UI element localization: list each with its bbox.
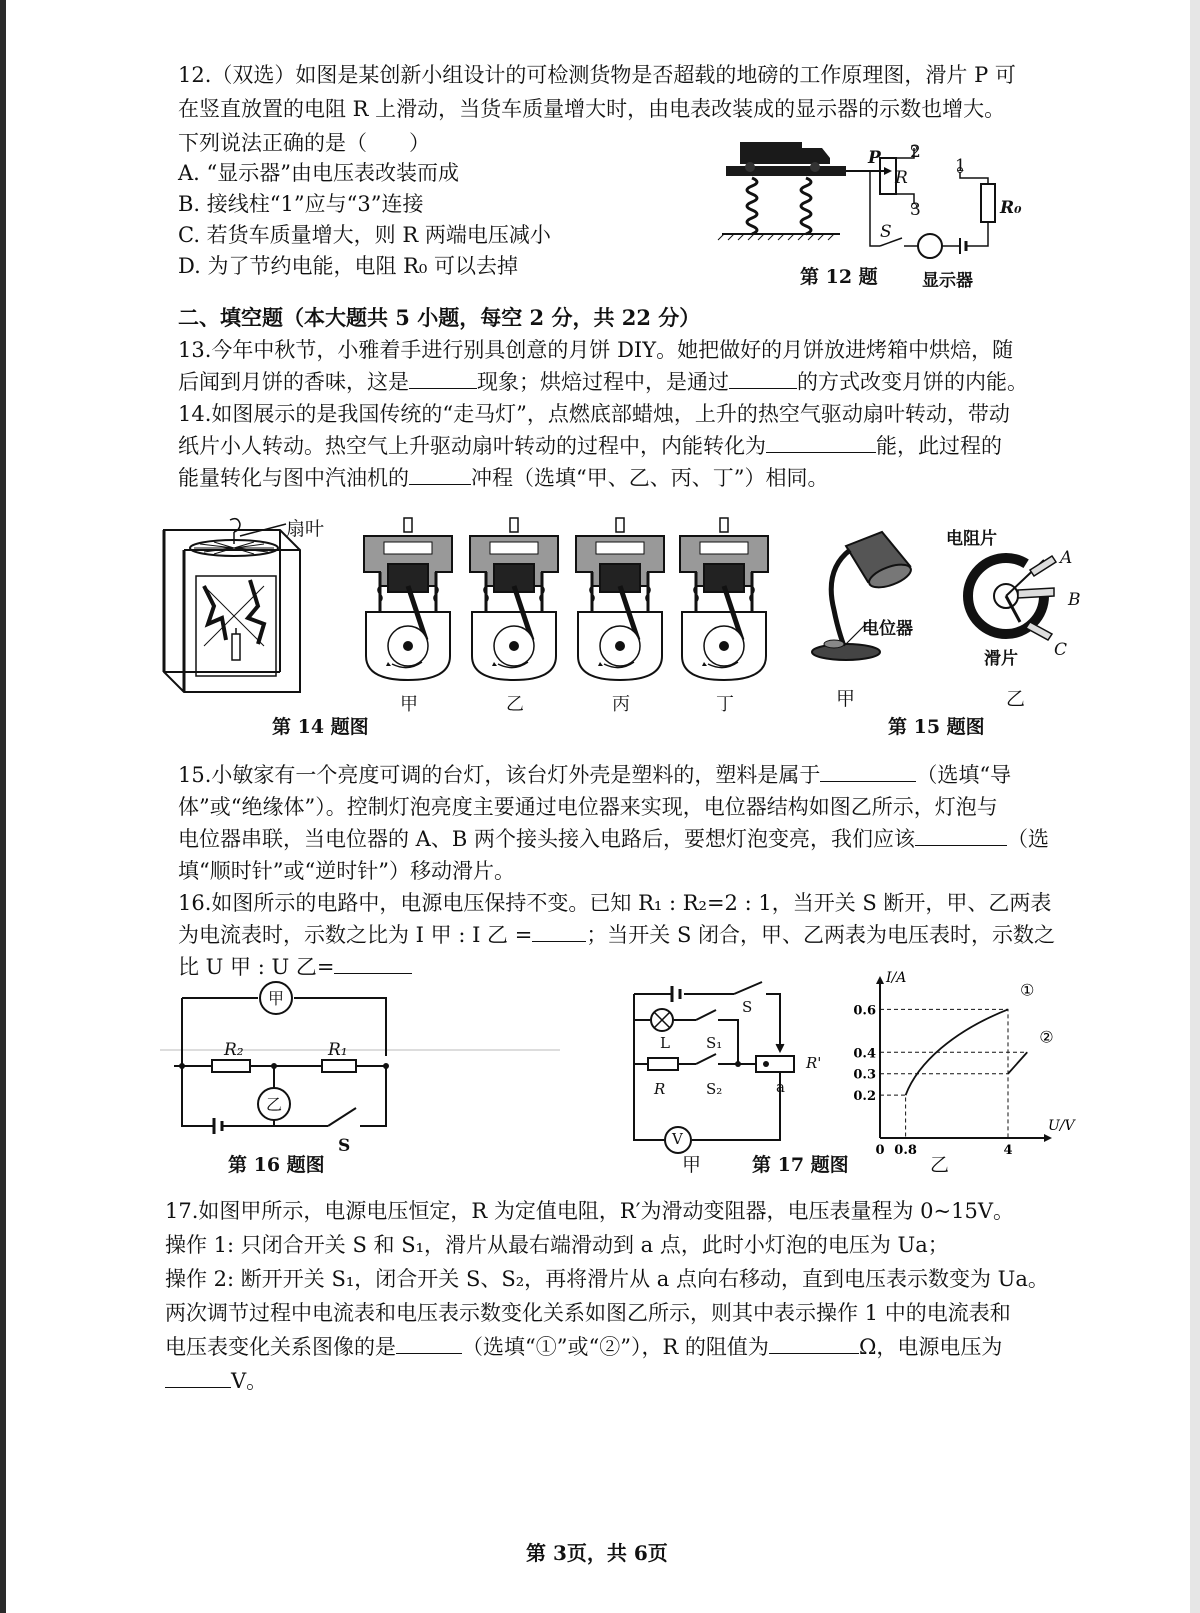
q12-label-r0: R₀ — [1000, 198, 1022, 218]
q17-line5 — [165, 1332, 1002, 1362]
q17-label-s2: S₂ — [706, 1080, 723, 1098]
q15-line3 — [178, 824, 1049, 854]
q15-line3a: 电位器串联，当电位器的 A、B 两个接头接入电路后，要想灯泡变亮，我们应该 — [178, 827, 915, 851]
slider-label: 滑片 — [984, 649, 1018, 669]
q12-line1: 12.（双选）如图是某创新小组设计的可检测货物是否超载的地磅的工作原理图，滑片 P 可 — [178, 63, 1016, 87]
q16-switch-label: S — [338, 1136, 351, 1156]
q15-line2: 体”或“绝缘体”）。控制灯泡亮度主要通过电位器来实现，电位器结构如图乙所示，灯泡与 — [178, 795, 998, 819]
guide-line-2 — [880, 1095, 906, 1138]
q15-line1a: 15.小敏家有一个亮度可调的台灯，该台灯外壳是塑料的，塑料是属于 — [178, 763, 821, 787]
q17-label-rprime: R' — [806, 1054, 822, 1072]
q16-line2a: 为电流表时，示数之比为 I 甲 : I 乙 = — [178, 923, 533, 947]
q14-line1: 14.如图展示的是我国传统的“走马灯”，点燃底部蜡烛，上升的热空气驱动扇叶转动，带动 — [178, 402, 1010, 426]
engine-diagram-2 — [466, 516, 562, 684]
q13-line2 — [178, 367, 1028, 397]
q14-line3b: 冲程（选填“甲、乙、丙、丁”）相同。 — [471, 466, 829, 490]
series-line-2 — [1008, 1052, 1027, 1073]
q12-label-1: 1 — [955, 156, 966, 176]
label-r1: R₁ — [328, 1040, 348, 1060]
q12-label-3: 3 — [910, 200, 921, 220]
y-tick-label: 0.6 — [853, 1003, 876, 1019]
q14-line3 — [178, 463, 828, 493]
engine-label-4: 丁 — [716, 694, 734, 715]
q15-label-yi: 乙 — [1006, 688, 1026, 710]
engine-diagram-4 — [676, 516, 772, 684]
x-tick-label: 0.8 — [894, 1143, 917, 1158]
q17-line5c: Ω，电源电压为 — [858, 1335, 1003, 1359]
q17-label-yi: 乙 — [930, 1154, 950, 1176]
q17-blank-1[interactable] — [396, 1333, 462, 1354]
q14-blank-1[interactable] — [766, 432, 876, 453]
fan-blade-label: 扇叶 — [286, 518, 325, 540]
q17-line2: 操作 1: 只闭合开关 S 和 S₁，滑片从最右端滑动到 a 点，此时小灯泡的电压为 Ua； — [165, 1233, 949, 1257]
series-label-1: ① — [1020, 980, 1035, 1000]
section2-heading: 二、填空题（本大题共 5 小题，每空 2 分，共 22 分） — [178, 305, 701, 330]
meter-yi-label: 乙 — [266, 1095, 283, 1114]
q13-line2a: 后闻到月饼的香味，这是 — [178, 370, 409, 394]
x-axis-arrow — [1044, 1134, 1052, 1142]
voltmeter-label: V — [672, 1130, 683, 1148]
q14-line2b: 能，此过程的 — [876, 434, 1002, 458]
lantern-diagram — [160, 516, 310, 706]
q15-blank-1[interactable] — [820, 761, 916, 782]
engine-label-1: 甲 — [400, 694, 418, 715]
q16-blank-1[interactable] — [532, 921, 586, 942]
q15-label-jia: 甲 — [836, 688, 856, 710]
q17-label-a: a — [776, 1078, 785, 1096]
resistor-strip-label: 电阻片 — [946, 529, 997, 549]
fan-blade-pointer — [240, 520, 290, 540]
q14-line2a: 纸片小人转动。热空气上升驱动扇叶转动的过程中，内能转化为 — [178, 434, 766, 458]
q12-line3: 下列说法正确的是（ ） — [178, 131, 430, 155]
q16-line2b: ；当开关 S 闭合，甲、乙两表为电压表时，示数之 — [586, 923, 1056, 947]
q17-label-s: S — [742, 998, 753, 1016]
q12-label-s: S — [880, 222, 892, 242]
y-tick-label: 0.4 — [853, 1046, 876, 1062]
q17-line1: 17.如图甲所示，电源电压恒定，R 为定值电阻，R′为滑动变阻器，电压表量程为 0~15V。 — [165, 1199, 1014, 1223]
scan-edge-right — [1190, 0, 1200, 1613]
q15-line1 — [178, 760, 1011, 790]
page-number: 第 3页，共 6页 — [526, 1541, 668, 1565]
q13-blank-1[interactable] — [409, 368, 477, 389]
q17-iu-chart — [850, 970, 1075, 1158]
q17-line5a: 电压表变化关系图像的是 — [165, 1335, 396, 1359]
q15-line1b: （选填“导 — [916, 763, 1012, 787]
y-axis-label: I/A — [886, 970, 907, 986]
q16-circuit-diagram — [160, 990, 560, 1160]
q17-caption: 第 17 题图 — [752, 1154, 849, 1176]
q17-blank-3[interactable] — [165, 1367, 231, 1388]
q15-blank-2[interactable] — [915, 825, 1007, 846]
scan-edge-left — [0, 0, 6, 1613]
q17-label-l: L — [660, 1034, 670, 1052]
meter-jia-label: 甲 — [268, 989, 285, 1008]
q14-blank-2[interactable] — [409, 464, 471, 485]
q13-line1: 13.今年中秋节，小雅着手进行别具创意的月饼 DIY。她把做好的月饼放进烤箱中烘焙，随 — [178, 338, 1014, 362]
engine-label-3: 丙 — [612, 694, 630, 715]
y-tick-label: 0.3 — [853, 1067, 876, 1083]
q13-line2c: 的方式改变月饼的内能。 — [797, 370, 1028, 394]
label-r2: R₂ — [224, 1040, 244, 1060]
desk-lamp-diagram — [806, 526, 926, 666]
q12-option-a: A. “显示器”由电压表改装而成 — [178, 161, 459, 185]
x-tick-label: 0 — [875, 1143, 885, 1158]
terminal-a-label: A — [1060, 548, 1073, 568]
q14-line2 — [178, 431, 1002, 461]
q12-display-label: 显示器 — [922, 271, 973, 291]
q12-label-2: 2 — [910, 142, 921, 162]
q12-label-p: P — [868, 148, 881, 168]
q12-option-d: D. 为了节约电能，电阻 R₀ 可以去掉 — [178, 254, 519, 278]
q17-label-jia: 甲 — [682, 1154, 702, 1176]
q12-line2: 在竖直放置的电阻 R 上滑动，当货车质量增大时，由电表改装成的显示器的示数也增大。 — [178, 97, 1006, 121]
q16-line3 — [178, 952, 412, 982]
terminal-c-label: C — [1054, 640, 1068, 660]
q17-line3: 操作 2: 断开开关 S₁，闭合开关 S、S₂，再将滑片从 a 点向右移动，直到电压表示数变为 Ua。 — [165, 1267, 1049, 1291]
q13-line2b: 现象；烘焙过程中，是通过 — [477, 370, 729, 394]
q15-line4: 填“顺时针”或“逆时针”）移动滑片。 — [178, 859, 515, 883]
q16-caption: 第 16 题图 — [228, 1154, 325, 1176]
q12-label-r: R — [895, 168, 908, 188]
q15-caption: 第 15 题图 — [888, 716, 985, 738]
y-axis-arrow — [876, 976, 884, 984]
q17-line5b: （选填“①”或“②”），R 的阻值为 — [462, 1335, 769, 1359]
q16-line3: 比 U 甲 : U 乙= — [178, 955, 335, 979]
q14-line3a: 能量转化与图中汽油机的 — [178, 466, 409, 490]
q12-option-b: B. 接线柱“1”应与“3”连接 — [178, 192, 424, 216]
q16-blank-2[interactable] — [334, 953, 412, 974]
q15-line3b: （选 — [1006, 827, 1049, 851]
q13-blank-2[interactable] — [729, 368, 797, 389]
engine-diagram-1 — [360, 516, 456, 684]
series-label-2: ② — [1039, 1027, 1054, 1047]
q14-caption: 第 14 题图 — [272, 716, 369, 738]
engine-diagram-3 — [572, 516, 668, 684]
q17-line6 — [165, 1366, 267, 1396]
q12-caption: 第 12 题 — [800, 266, 878, 288]
q17-label-s1: S₁ — [706, 1034, 723, 1052]
potentiometer-label: 电位器 — [862, 619, 913, 639]
q17-blank-2[interactable] — [769, 1333, 859, 1354]
q17-line6-text: V。 — [231, 1369, 268, 1393]
x-tick-label: 4 — [1003, 1143, 1013, 1158]
q17-label-r: R — [654, 1080, 666, 1098]
y-tick-label: 0.2 — [853, 1089, 876, 1105]
q16-line2 — [178, 920, 1055, 950]
engine-label-2: 乙 — [506, 694, 524, 715]
q12-option-c: C. 若货车质量增大，则 R 两端电压减小 — [178, 223, 551, 247]
q17-line4: 两次调节过程中电流表和电压表示数变化关系如图乙所示，则其中表示操作 1 中的电流表和 — [165, 1301, 1011, 1325]
x-axis-label: U/V — [1048, 1118, 1075, 1134]
q16-line1: 16.如图所示的电路中，电源电压保持不变。已知 R₁ : R₂=2 : 1，当开关 S 断开，甲、乙两表 — [178, 891, 1052, 915]
potentiometer-diagram — [960, 540, 1073, 650]
terminal-b-label: B — [1068, 590, 1081, 610]
